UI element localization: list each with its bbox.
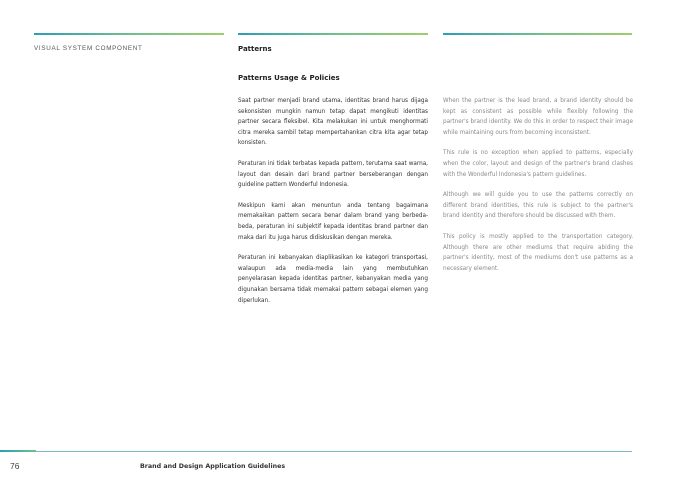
section-label: VISUAL SYSTEM COMPONENT [34,45,143,52]
english-paragraph-3: Although we will guide you to use the patterns correctly on different brand identities, this rule is subject to the partner's brand identity and therefore should be discussed with them. [443,192,633,220]
page-subtitle: Patterns Usage & Policies [238,74,340,82]
indonesian-column [238,96,428,306]
header-rule-left [34,33,224,35]
indonesian-paragraph-4: Peraturan ini kebanyakan diaplikasikan ke kategori transportasi, walaupun ada media-media lain yang membutuhkan penyelarasan kepada identitas partner, kebanyakan media yang digunakan bersama tidak memakai pattern sebagai elemen yang diperlukan. [238,255,428,304]
footer-accent-rule [0,450,36,452]
english-paragraph-2: This rule is no exception when applied to patterns, especially when the color, layout and design of the partner's brand clashes with the Wonderful Indonesia's pattern guidelines. [443,150,633,178]
page-number: 76 [10,461,20,471]
english-paragraph-1: When the partner is the lead brand, a brand identity should be kept as consistent as possible while flexibly following the partner's brand identity. We do this in order to respect their image while maintaining ours from becoming inconsistent. [443,98,633,136]
english-column [443,96,633,274]
footer-rule [36,451,632,452]
indonesian-paragraph-1: Saat partner menjadi brand utama, identitas brand harus dijaga sekonsisten mungkin namun tetap dapat mengikuti identitas partner secara fleksibel. Kita melakukan ini untuk menghormati citra mereka sambil tetap mempertahankan citra kita agar tetap konsisten. [238,98,428,147]
document-title: Brand and Design Application Guidelines [140,463,286,470]
english-paragraph-4: This policy is mostly applied to the transportation category. Although there are other mediums that require abiding the partner's identity, most of the mediums don't use patterns as a necessary element. [443,233,633,272]
header-rule-middle [238,33,428,35]
indonesian-paragraph-2: Peraturan ini tidak terbatas kepada pattern, terutama saat warna, layout dan desain dari brand partner berseberangan dengan guideline pattern Wonderful Indonesia. [238,160,428,189]
page-title: Patterns [238,45,272,53]
header-rule-right [443,33,632,35]
indonesian-paragraph-3: Meskipun kami akan menuntun anda tentang bagaimana memakaikan pattern secara benar dalam brand yang berbeda-beda, peraturan ini subjektif kepada identitas brand partner dan maka dari itu juga harus didiskusikan dengan mereka. [238,202,428,241]
